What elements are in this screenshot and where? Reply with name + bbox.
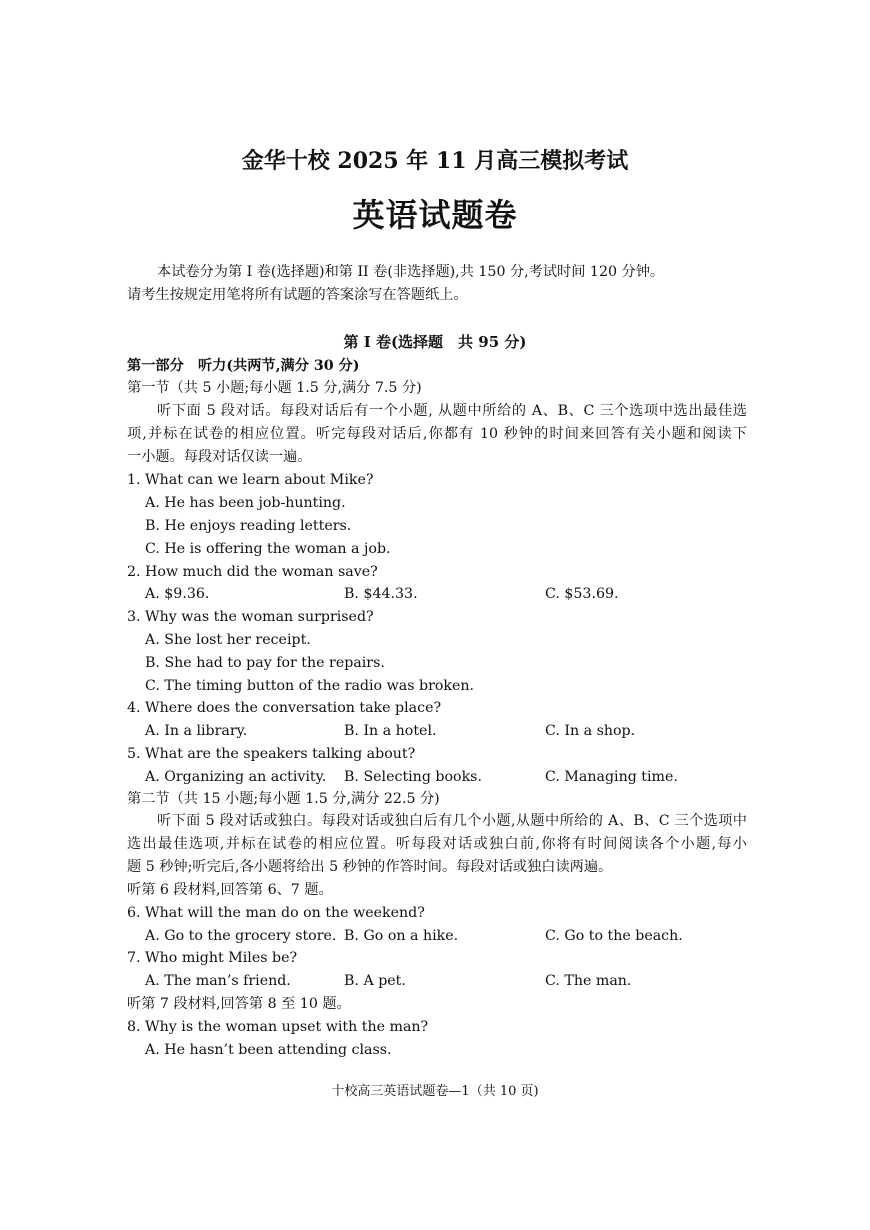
- part-heading: 第一部分 听力(共两节,满分 30 分): [127, 358, 360, 374]
- section2-heading: 第二节（共 15 小题;每小题 1.5 分,满分 22.5 分): [127, 791, 440, 807]
- question-7-stem: 7. Who might Miles be?: [127, 950, 298, 966]
- question-6-option-a: A. Go to the grocery store.: [145, 928, 337, 944]
- question-5-option-b: B. Selecting books.: [344, 769, 482, 785]
- question-6-option-b: B. Go on a hike.: [344, 928, 459, 944]
- question-5-stem: 5. What are the speakers talking about?: [127, 746, 416, 762]
- question-3-option-c: C. The timing button of the radio was broken.: [145, 678, 475, 694]
- question-4-stem: 4. Where does the conversation take place?: [127, 700, 442, 716]
- question-6-stem: 6. What will the man do on the weekend?: [127, 905, 425, 921]
- question-4-option-a: A. In a library.: [145, 723, 248, 739]
- exam-title: 金华十校 2025 年 11 月高三模拟考试: [241, 148, 629, 174]
- section2-directions-2: 选出最佳选项,并标在试卷的相应位置。听每段对话或独白前,你将有时间阅读各个小题,每小: [127, 836, 747, 852]
- question-3-stem: 3. Why was the woman surprised?: [127, 609, 374, 625]
- question-1-option-a: A. He has been job-hunting.: [145, 495, 346, 511]
- question-2-option-c: C. $53.69.: [545, 586, 619, 602]
- instruction-line-1: 本试卷分为第 Ⅰ 卷(选择题)和第 II 卷(非选择题),共 150 分,考试时间 120 分钟。: [157, 264, 665, 280]
- question-2-stem: 2. How much did the woman save?: [127, 564, 378, 580]
- page-footer: 十校高三英语试题卷—1（共 10 页): [331, 1084, 539, 1099]
- question-3-option-b: B. She had to pay for the repairs.: [145, 655, 385, 671]
- question-1-stem: 1. What can we learn about Mike?: [127, 472, 374, 488]
- section2-directions-3: 题 5 秒钟;听完后,各小题将给出 5 秒钟的作答时间。每段对话或独白读两遍。: [127, 859, 613, 875]
- question-4-option-b: B. In a hotel.: [344, 723, 437, 739]
- paper-subtitle: 英语试题卷: [352, 196, 518, 234]
- question-5-option-c: C. Managing time.: [545, 769, 678, 785]
- material-6-note: 听第 6 段材料,回答第 6、7 题。: [127, 882, 333, 898]
- material-7-note: 听第 7 段材料,回答第 8 至 10 题。: [127, 996, 351, 1012]
- question-5-option-a: A. Organizing an activity.: [145, 769, 327, 785]
- question-7-option-b: B. A pet.: [344, 973, 406, 989]
- section1-directions-3: 一小题。每段对话仅读一遍。: [127, 449, 312, 465]
- question-7-option-c: C. The man.: [545, 973, 632, 989]
- section1-directions-2: 项,并标在试卷的相应位置。听完每段对话后,你都有 10 秒钟的时间来回答有关小题和阅读下: [127, 426, 747, 442]
- question-2-option-a: A. $9.36.: [145, 586, 210, 602]
- question-6-option-c: C. Go to the beach.: [545, 928, 683, 944]
- question-4-option-c: C. In a shop.: [545, 723, 636, 739]
- question-8-option-a: A. He hasn’t been attending class.: [145, 1042, 392, 1058]
- question-1-option-b: B. He enjoys reading letters.: [145, 518, 352, 534]
- question-1-option-c: C. He is offering the woman a job.: [145, 541, 391, 557]
- question-8-stem: 8. Why is the woman upset with the man?: [127, 1019, 429, 1035]
- volume-heading: 第 I 卷(选择题 共 95 分): [343, 333, 527, 351]
- instruction-line-2: 请考生按规定用笔将所有试题的答案涂写在答题纸上。: [127, 287, 468, 303]
- section2-directions-1: 听下面 5 段对话或独白。每段对话或独白后有几个小题,从题中所给的 A、B、C 三个选项中: [157, 813, 747, 829]
- question-7-option-a: A. The man’s friend.: [145, 973, 291, 989]
- question-3-option-a: A. She lost her receipt.: [145, 632, 311, 648]
- section1-heading: 第一节（共 5 小题;每小题 1.5 分,满分 7.5 分): [127, 380, 422, 396]
- question-2-option-b: B. $44.33.: [344, 586, 418, 602]
- section1-directions-1: 听下面 5 段对话。每段对话后有一个小题, 从题中所给的 A、B、C 三个选项中选出最佳选: [157, 403, 747, 419]
